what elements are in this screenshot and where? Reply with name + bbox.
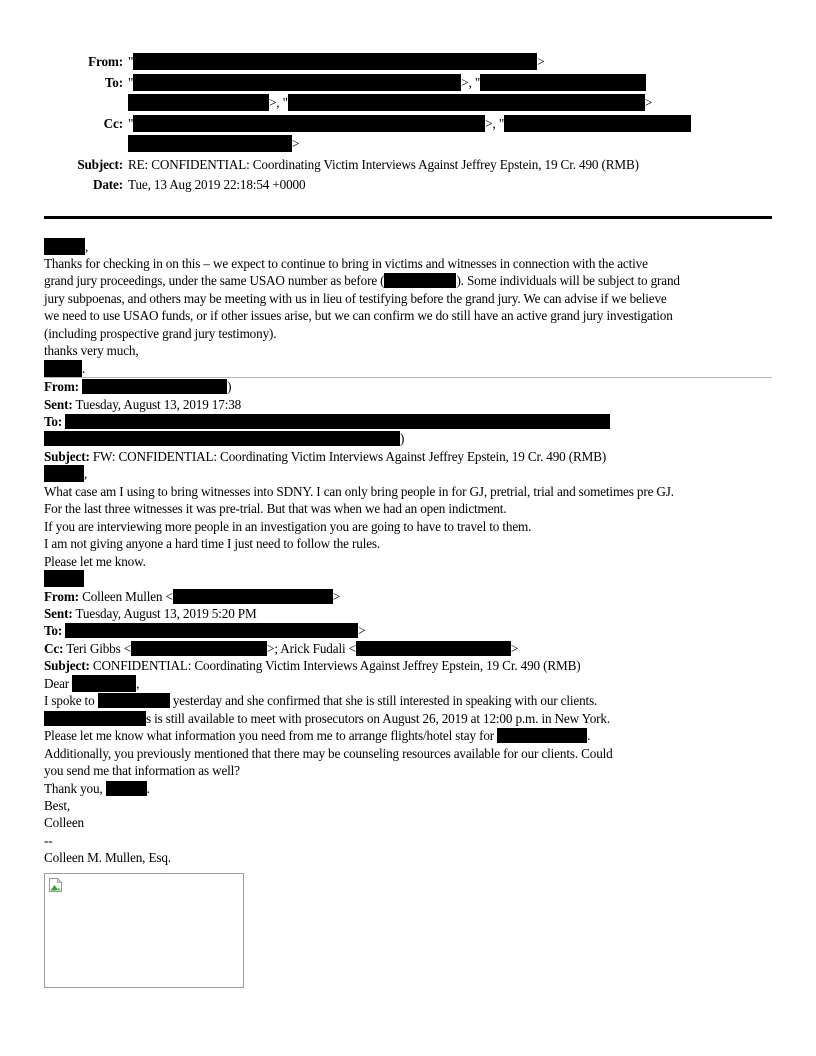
angle-bracket: > bbox=[292, 136, 300, 151]
body-line: Thanks for checking in on this – we expect to continue to bring in victims and witnesses in connection with the active bbox=[44, 255, 648, 271]
body-line: we need to use USAO funds, or if other issues arise, but we can confirm we do still have an active grand jury investigation bbox=[44, 308, 673, 324]
signature-name-line: Colleen bbox=[44, 815, 84, 831]
punctuation: . bbox=[82, 360, 86, 376]
subject-value: FW: CONFIDENTIAL: Coordinating Victim Interviews Against Jeffrey Epstein, 19 Cr. 490 (RMB) bbox=[92, 448, 607, 464]
body-text: Thank you, bbox=[44, 780, 106, 796]
quoted-to-line-2 bbox=[44, 430, 772, 447]
signoff-line bbox=[44, 360, 772, 378]
redaction-bar bbox=[98, 693, 170, 708]
signature-full-line: Colleen M. Mullen, Esq. bbox=[44, 850, 171, 866]
redaction-bar bbox=[173, 589, 333, 604]
punctuation: , bbox=[136, 675, 140, 691]
punctuation: , bbox=[84, 466, 88, 482]
body-line: you send me that information as well? bbox=[44, 763, 240, 779]
salutation-line bbox=[44, 675, 772, 692]
header-divider-rule bbox=[44, 216, 772, 219]
redaction-bar bbox=[106, 781, 147, 796]
body-line bbox=[44, 272, 772, 289]
punctuation: >, " bbox=[461, 74, 481, 90]
body-text: ). Some individuals will be subject to grand bbox=[456, 273, 680, 289]
quoted-from-line bbox=[44, 588, 772, 605]
to-label: To: bbox=[44, 414, 63, 430]
angle-bracket: > bbox=[332, 588, 341, 604]
date-value: Tue, 13 Aug 2019 22:18:54 +0000 bbox=[128, 177, 306, 192]
body-line: Additionally, you previously mentioned that there may be counseling resources available for our clients. Could bbox=[44, 745, 613, 761]
angle-bracket: > bbox=[537, 54, 545, 69]
quoted-subject-line bbox=[44, 657, 772, 674]
body-text: Dear bbox=[44, 675, 73, 691]
redaction-bar bbox=[497, 728, 587, 743]
cc-value: >; Arick Fudali < bbox=[267, 640, 356, 656]
punctuation: >, " bbox=[269, 95, 288, 110]
punctuation: ) bbox=[400, 431, 405, 447]
redaction-bar bbox=[133, 74, 461, 91]
body-line: If you are interviewing more people in an investigation you are going to have to travel to them. bbox=[44, 518, 532, 534]
to-label: To: bbox=[104, 74, 123, 90]
punctuation: , bbox=[85, 238, 89, 254]
from-label: From: bbox=[44, 588, 79, 604]
punctuation: ) bbox=[227, 379, 232, 395]
cc-value: Teri Gibbs < bbox=[66, 640, 132, 656]
redaction-bar bbox=[44, 238, 85, 255]
quoted-sent-line bbox=[44, 605, 772, 622]
redaction-bar bbox=[384, 273, 456, 288]
punctuation: . bbox=[146, 780, 150, 796]
from-value bbox=[128, 52, 772, 73]
redaction-bar bbox=[44, 431, 400, 446]
body-line: What case am I using to bring witnesses into SDNY. I can only bring people in for GJ, pretrial, trial and sometimes pre GJ. bbox=[44, 483, 674, 499]
signoff-line bbox=[44, 570, 772, 587]
angle-bracket: > bbox=[510, 640, 519, 656]
quoted-cc-line bbox=[44, 640, 772, 657]
body-line bbox=[44, 692, 772, 709]
from-line bbox=[128, 52, 772, 73]
email-header bbox=[44, 52, 772, 196]
sent-label: Sent: bbox=[44, 396, 73, 412]
cc-line-2 bbox=[128, 134, 772, 155]
to-line-1 bbox=[128, 73, 772, 94]
sent-label: Sent: bbox=[44, 606, 73, 622]
subject-label: Subject: bbox=[44, 658, 90, 674]
redaction-bar bbox=[44, 570, 84, 587]
quoted-sent-line bbox=[44, 396, 772, 413]
body-line: thanks very much, bbox=[44, 343, 139, 359]
redaction-bar bbox=[131, 641, 267, 656]
redaction-bar bbox=[44, 465, 84, 482]
subject-label: Subject: bbox=[77, 156, 123, 172]
redaction-bar bbox=[480, 74, 646, 91]
body-text: grand jury proceedings, under the same USAO number as before ( bbox=[44, 273, 385, 289]
quoted-from-line bbox=[44, 378, 772, 395]
salutation-line bbox=[44, 238, 772, 255]
redaction-bar bbox=[65, 623, 358, 638]
from-value: Colleen Mullen < bbox=[82, 588, 173, 604]
body-line: For the last three witnesses it was pre-trial. But that was when we had an open indictment. bbox=[44, 501, 507, 517]
redaction-bar bbox=[128, 135, 292, 152]
redaction-bar bbox=[72, 675, 136, 692]
redaction-bar bbox=[44, 360, 82, 377]
cc-label: Cc: bbox=[44, 640, 64, 656]
body-line: jury subpoenas, and others may be meeting with us in lieu of testifying before the grand jury. We can advise if we believe bbox=[44, 290, 667, 306]
date-label: Date: bbox=[92, 177, 123, 192]
body-line bbox=[44, 780, 772, 797]
body-text: yesterday and she confirmed that she is still interested in speaking with our clients. bbox=[169, 693, 598, 709]
body-line: (including prospective grand jury testimony). bbox=[44, 325, 277, 341]
redaction-bar bbox=[356, 641, 511, 656]
subject-value: RE: CONFIDENTIAL: Coordinating Victim Interviews Against Jeffrey Epstein, 19 Cr. 490 (RMB) bbox=[128, 156, 639, 172]
body-text: s is still available to meet with prosecutors on August 26, 2019 at 12:00 p.m. in New York. bbox=[146, 710, 610, 726]
sent-value: Tuesday, August 13, 2019 17:38 bbox=[75, 396, 242, 412]
sent-value: Tuesday, August 13, 2019 5:20 PM bbox=[75, 606, 257, 622]
body-line: Please let me know. bbox=[44, 553, 146, 569]
to-value bbox=[128, 73, 772, 114]
from-label: From: bbox=[88, 54, 123, 69]
body-line bbox=[44, 727, 772, 744]
angle-bracket: > bbox=[358, 623, 366, 639]
closing-line: Best, bbox=[44, 798, 70, 813]
punctuation: . bbox=[587, 728, 591, 744]
body-text: I spoke to bbox=[44, 693, 98, 709]
redaction-bar bbox=[288, 94, 645, 111]
cc-label: Cc: bbox=[103, 115, 123, 131]
punctuation: >, " bbox=[485, 115, 505, 131]
redaction-bar bbox=[65, 414, 610, 429]
redaction-bar bbox=[133, 115, 485, 132]
subject-label: Subject: bbox=[44, 448, 90, 464]
quote-mark: " bbox=[128, 54, 134, 69]
cc-line-1 bbox=[128, 114, 772, 135]
broken-image-icon bbox=[48, 877, 64, 893]
body-line bbox=[44, 710, 772, 727]
email-body bbox=[44, 238, 772, 988]
redaction-bar bbox=[44, 711, 146, 726]
signature-image-placeholder bbox=[44, 873, 244, 988]
to-label: To: bbox=[44, 623, 63, 639]
body-text: Please let me know what information you need from me to arrange flights/hotel stay for bbox=[44, 728, 498, 744]
cc-value bbox=[128, 114, 772, 155]
redaction-bar bbox=[128, 94, 269, 111]
quoted-to-line bbox=[44, 413, 772, 430]
angle-bracket: > bbox=[644, 95, 653, 110]
quoted-to-line bbox=[44, 622, 772, 639]
redaction-bar bbox=[133, 53, 537, 70]
quote-mark: " bbox=[128, 115, 134, 131]
signature-separator-line: -- bbox=[44, 832, 53, 848]
salutation-line bbox=[44, 465, 772, 482]
redaction-bar bbox=[82, 379, 227, 394]
to-line-2 bbox=[128, 93, 772, 114]
redaction-bar bbox=[504, 115, 691, 132]
from-label: From: bbox=[44, 379, 79, 395]
subject-value: CONFIDENTIAL: Coordinating Victim Interviews Against Jeffrey Epstein, 19 Cr. 490 (RMB) bbox=[92, 658, 581, 674]
quoted-subject-line bbox=[44, 448, 772, 465]
body-line: I am not giving anyone a hard time I just need to follow the rules. bbox=[44, 536, 381, 552]
quote-mark: " bbox=[128, 74, 134, 90]
